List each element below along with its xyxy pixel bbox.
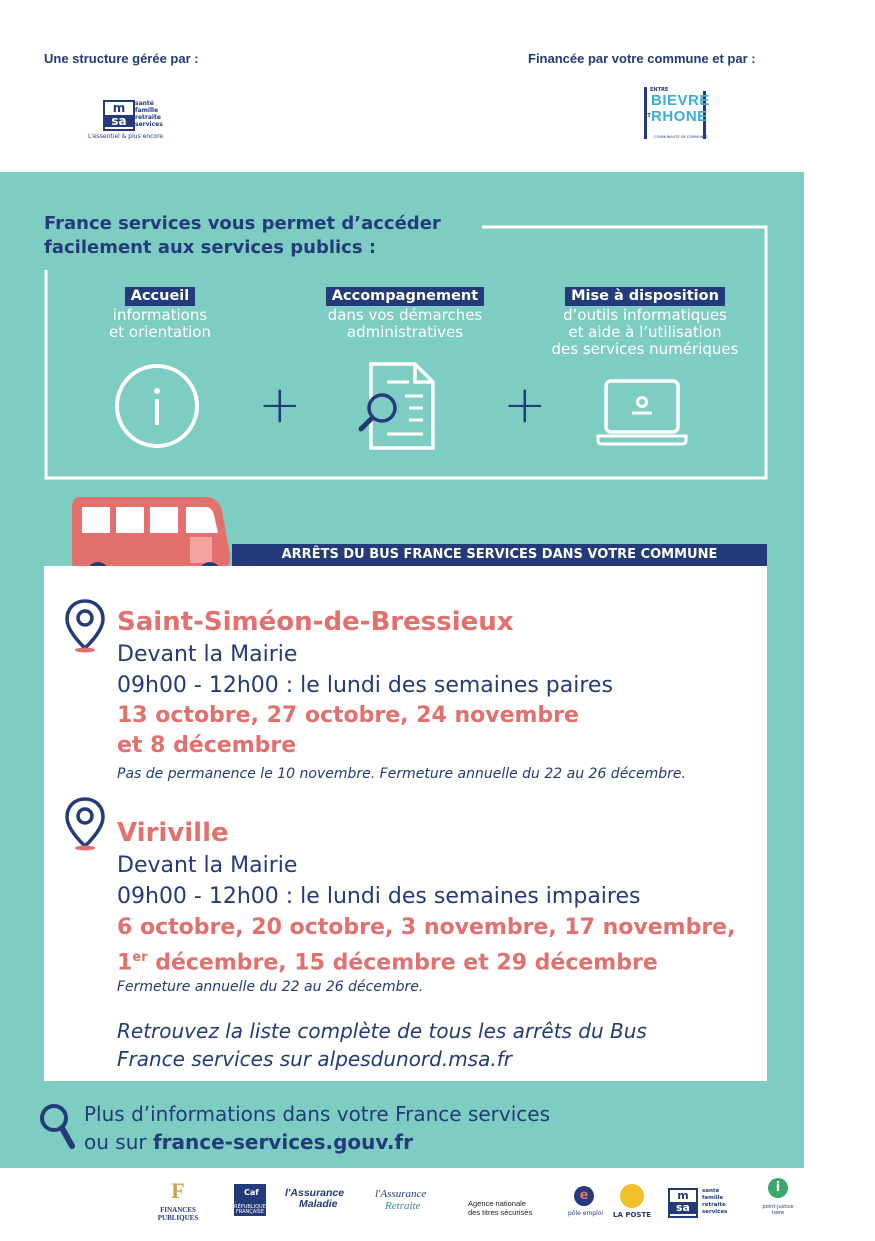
ants-logo: Agence nationale des titres sécurisés bbox=[468, 1199, 533, 1217]
stop-note: Fermeture annuelle du 22 au 26 décembre. bbox=[117, 979, 424, 995]
service-tag: Accueil bbox=[125, 287, 196, 306]
service-mise-a-disposition: Mise à disposition d’outils informatiques et aide à l’utilisation des services numériques bbox=[551, 288, 739, 358]
msa-logo bbox=[88, 100, 168, 142]
more-info-text: Plus d’informations dans votre France services ou sur france-services.gouv.fr bbox=[84, 1102, 551, 1154]
msa-mark: m sa bbox=[103, 100, 135, 131]
stop-dates: 13 octobre, 27 octobre, 24 novembre et 8 décembre bbox=[117, 703, 579, 758]
stop-city: Saint-Siméon-de-Bressieux bbox=[117, 607, 514, 637]
stop-city: Viriville bbox=[117, 818, 229, 848]
entre-bievre-rhone-logo: ENTRE BIEVRE ET RHONE COMMUNAUTÉ DE COMMUNES bbox=[644, 87, 710, 139]
location-pin-icon bbox=[64, 598, 106, 654]
republique-francaise-logo: RÉPUBLIQUE FRANÇAISE bbox=[234, 1184, 266, 1216]
stop-place: Devant la Mairie bbox=[117, 853, 298, 878]
location-pin-icon bbox=[64, 796, 106, 852]
service-tag: Accompagnement bbox=[326, 287, 484, 306]
plus-sign-1: + bbox=[258, 375, 302, 435]
service-accompagnement: Accompagnement dans vos démarches administratives bbox=[327, 288, 483, 341]
msa-tagline: L'essentiel & plus encore bbox=[88, 133, 164, 140]
document-search-icon bbox=[357, 360, 441, 452]
msa-words: santé famille retraite services bbox=[135, 100, 163, 128]
france-services-link[interactable]: france-services.gouv.fr bbox=[152, 1130, 413, 1154]
stop-dates: 6 octobre, 20 octobre, 3 novembre, 17 novembre, 1er décembre, 15 décembre et 29 décembre bbox=[117, 915, 736, 976]
stop-schedule: 09h00 - 12h00 : le lundi des semaines paires bbox=[117, 673, 613, 698]
assurance-retraite-logo: l'Assurance Retraite bbox=[375, 1188, 427, 1212]
stop-schedule: 09h00 - 12h00 : le lundi des semaines impaires bbox=[117, 884, 641, 909]
managed-by-label: Une structure gérée par : bbox=[44, 51, 199, 66]
stop-note: Pas de permanence le 10 novembre. Fermeture annuelle du 22 au 26 décembre. bbox=[117, 766, 686, 782]
assurance-maladie-logo: l'Assurance Maladie bbox=[285, 1187, 345, 1210]
plus-sign-2: + bbox=[503, 375, 547, 435]
info-icon bbox=[110, 363, 206, 449]
msa-footer-words: santé famille retraite services bbox=[702, 1188, 728, 1215]
search-icon bbox=[38, 1102, 78, 1150]
service-accueil: Accueil informations et orientation bbox=[109, 288, 211, 341]
laptop-user-icon bbox=[596, 378, 688, 448]
finances-publiques-logo: F FINANCES PUBLIQUES bbox=[157, 1178, 199, 1222]
point-justice-logo: i point-justice Isère bbox=[762, 1180, 794, 1216]
bus-stops-banner: ARRÊTS DU BUS FRANCE SERVICES DANS VOTRE COMMUNE bbox=[232, 544, 767, 566]
intro-heading: France services vous permet d’accéder facilement aux services publics : bbox=[44, 213, 441, 258]
msa-footer-logo: m sa bbox=[668, 1188, 698, 1218]
service-tag: Mise à disposition bbox=[565, 287, 725, 306]
full-list-text: Retrouvez la liste complète de tous les arrêts du Bus France services sur alpesdunord.msa.fr bbox=[117, 1019, 647, 1071]
la-poste-logo: LA POSTE bbox=[612, 1184, 652, 1219]
stop-place: Devant la Mairie bbox=[117, 642, 298, 667]
pole-emploi-logo: e pôle emploi bbox=[568, 1188, 604, 1217]
funded-by-label: Financée par votre commune et par : bbox=[528, 51, 756, 66]
